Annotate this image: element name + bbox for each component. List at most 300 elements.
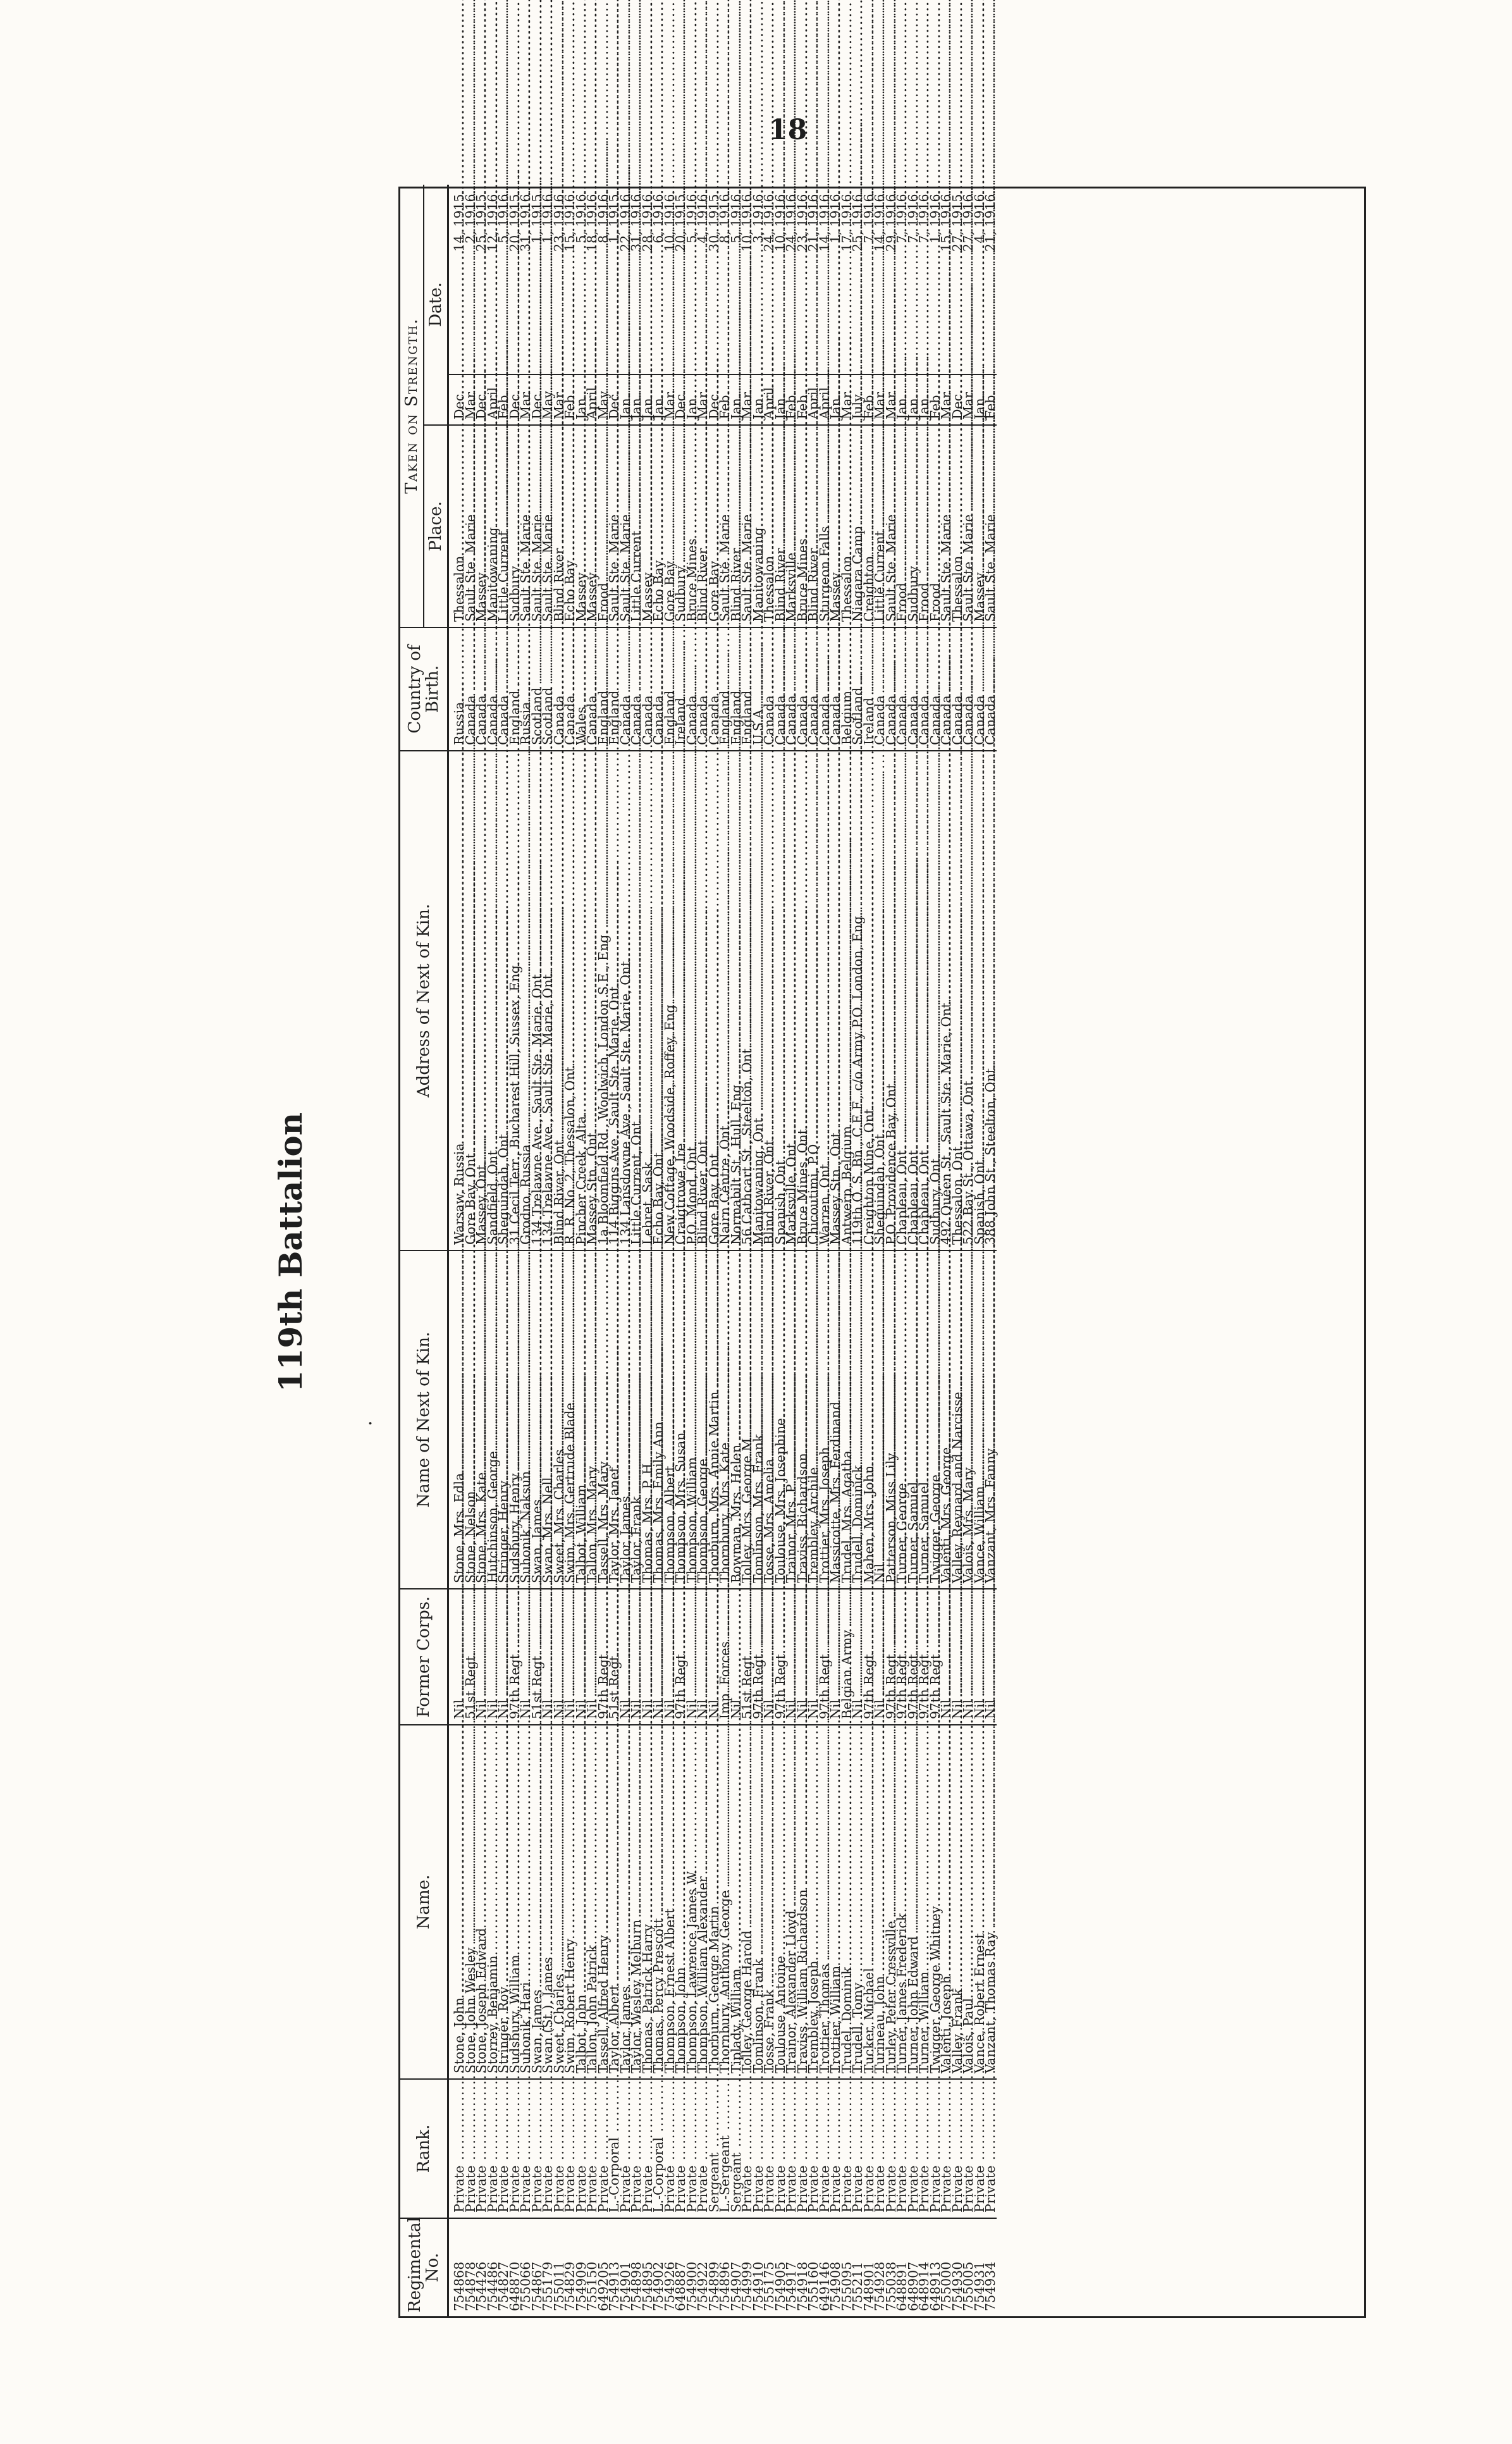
former-corps-cell: 97th Regt. .....: [919, 1589, 930, 1725]
next-of-kin-address-cell: Blind River, Ont. .....: [554, 751, 565, 1250]
tos-month-cell: Feb.: [985, 374, 997, 425]
tos-day-year-cell: 1, 1915.: [529, 190, 544, 244]
regimental-no-cell: 754907: [731, 2218, 742, 2316]
name-cell: Toulouse, Antoine .....: [775, 1725, 787, 2079]
next-of-kin-address-cell: Massey, Ont. .....: [476, 751, 488, 1250]
next-of-kin-name-cell: Stringer, Henry .....: [498, 1250, 510, 1589]
header-tos-date: Date.: [424, 185, 448, 425]
tos-place-cell: Sault Ste. Marie .....: [963, 425, 974, 627]
tos-place-cell: Massey .....: [576, 425, 587, 627]
tos-place-cell: Sault Ste. Marie .....: [941, 425, 952, 627]
tos-day-year-cell: 30, 1915.: [706, 190, 722, 252]
tos-place-cell: Massey .....: [587, 425, 598, 627]
tos-day-year-cell: 20, 1915.: [673, 190, 688, 252]
regimental-no-cell: 649146: [820, 2218, 831, 2316]
regimental-no-cell: 648891: [897, 2218, 908, 2316]
country-of-birth-cell: England .....: [665, 627, 676, 751]
rank-cell: Private .....: [974, 2079, 986, 2218]
former-corps-cell: Nil .....: [797, 1589, 809, 1725]
next-of-kin-name-cell: Nil .....: [875, 1250, 886, 1589]
name-cell: Thorburn, George Martin .....: [709, 1725, 720, 2079]
tos-day-year-cell: 18, 1916.: [584, 190, 599, 252]
regimental-no-cell: 754868: [448, 2218, 465, 2316]
name-cell: Stone, John Wesley .....: [465, 1725, 477, 2079]
tos-day-year-cell: 28, 1916.: [639, 190, 655, 252]
next-of-kin-name-cell: Tassell, Mrs. Mary .....: [598, 1250, 610, 1589]
country-of-birth-cell: England .....: [598, 627, 610, 751]
former-corps-cell: 51st Regt. .....: [532, 1589, 543, 1725]
tos-day-year-cell: 8, 1916.: [595, 190, 611, 244]
name-cell: Tolley, George Harold .....: [742, 1725, 753, 2079]
tos-place-cell: Little Current .....: [875, 425, 886, 627]
country-of-birth-cell: Canada .....: [565, 627, 576, 751]
former-corps-cell: Nil .....: [665, 1589, 676, 1725]
next-of-kin-name-cell: Taylor, Frank .....: [631, 1250, 642, 1589]
rank-cell: L.-Corporal .....: [609, 2079, 620, 2218]
tos-place-cell: Creighton .....: [864, 425, 875, 627]
tos-place-cell: Sault Ste. Marie .....: [532, 425, 543, 627]
tos-month-cell: Mar.: [698, 374, 709, 425]
regimental-no-cell: 648914: [919, 2218, 930, 2316]
name-cell: Tallon, John Patrick .....: [587, 1725, 598, 2079]
tos-day-year-cell: 7, 1916.: [861, 190, 876, 244]
name-cell: Trudell, Tomy .....: [852, 1725, 864, 2079]
roster-body: [448, 185, 997, 2316]
rank-cell: Private .....: [941, 2079, 952, 2218]
tos-month-cell: Jan.: [830, 374, 842, 425]
name-cell: Turley, Peter Cressville .....: [886, 1725, 897, 2079]
tos-month-cell: Mar.: [941, 374, 952, 425]
name-cell: Valley, Frank .....: [952, 1725, 964, 2079]
next-of-kin-name-cell: Tolley, Mrs. George M. .....: [742, 1250, 753, 1589]
country-of-birth-cell: U.S.A. .....: [753, 627, 765, 751]
rank-cell: Private .....: [897, 2079, 908, 2218]
tos-day-year-cell: 25, 1916.: [850, 190, 865, 252]
next-of-kin-name-cell: Talbot, William .....: [576, 1250, 587, 1589]
next-of-kin-address-cell: Grodno, Russia .....: [520, 751, 532, 1250]
name-cell: Stringer, Roy .....: [498, 1725, 510, 2079]
tos-place-cell: Sault Ste. Marie .....: [620, 425, 632, 627]
tos-place-cell: Massey .....: [476, 425, 488, 627]
regimental-no-cell: 755150: [587, 2218, 598, 2316]
battalion-roster: [272, 187, 1366, 2318]
next-of-kin-name-cell: Massicotte, Mrs. Ferdinand .....: [830, 1250, 842, 1589]
tos-day-year-cell: 24, 1916.: [761, 190, 777, 252]
regimental-no-cell: 648907: [908, 2218, 919, 2316]
country-of-birth-cell: Canada .....: [488, 627, 499, 751]
country-of-birth-cell: England .....: [510, 627, 521, 751]
tos-month-cell: Feb.: [930, 374, 942, 425]
next-of-kin-name-cell: Thomas, Mrs. P. H. .....: [642, 1250, 654, 1589]
country-of-birth-cell: Canada .....: [631, 627, 642, 751]
next-of-kin-address-cell: Chapleau, Ont. .....: [908, 751, 919, 1250]
tos-place-cell: Sault Ste. Marie .....: [720, 425, 731, 627]
tos-month-cell: Jan.: [919, 374, 930, 425]
rank-cell: L.-Sergeant .....: [720, 2079, 731, 2218]
next-of-kin-address-cell: R. R. No. 2, Thessalon, Ont. .....: [565, 751, 576, 1250]
tos-day-year-cell: 6, 1916.: [651, 190, 666, 244]
rank-cell: Private .....: [498, 2079, 510, 2218]
tos-place-cell: Massey .....: [830, 425, 842, 627]
regimental-no-cell: 754999: [742, 2218, 753, 2316]
tos-place-cell: Sudbury .....: [908, 425, 919, 627]
former-corps-cell: 51st Regt. .....: [465, 1589, 477, 1725]
header-name: Name.: [400, 1725, 448, 2079]
name-cell: Thompson, William Alexander .....: [698, 1725, 709, 2079]
name-cell: Tassell, Alfred Henry .....: [598, 1725, 610, 2079]
rank-cell: Private .....: [698, 2079, 709, 2218]
name-cell: Thomas, Percy Prescott .....: [653, 1725, 665, 2079]
name-cell: Trembley, Joseph .....: [808, 1725, 820, 2079]
rank-cell: Private .....: [576, 2079, 587, 2218]
former-corps-cell: Nil .....: [653, 1589, 665, 1725]
next-of-kin-name-cell: Thompson, George .....: [698, 1250, 709, 1589]
name-cell: Thornbury, Anthony George .....: [720, 1725, 731, 2079]
next-of-kin-name-cell: Valley, Reynard and Narcisse .....: [952, 1250, 964, 1589]
name-cell: Trottier, Thomas .....: [820, 1725, 831, 2079]
name-cell: Taylor, James .....: [620, 1725, 632, 2079]
next-of-kin-address-cell: Warsaw, Russia .....: [448, 751, 465, 1250]
next-of-kin-name-cell: Traviss, Richardson .....: [797, 1250, 809, 1589]
former-corps-cell: Imp. Forces .....: [720, 1589, 731, 1725]
tos-day-year-cell: 31, 1916.: [629, 190, 644, 252]
header-former-corps: Former Corps.: [400, 1589, 448, 1725]
country-of-birth-cell: Canada .....: [554, 627, 565, 751]
next-of-kin-name-cell: Stone, Mrs. Kate .....: [476, 1250, 488, 1589]
former-corps-cell: 97th Regt. .....: [510, 1589, 521, 1725]
tos-month-cell: Jan.: [576, 374, 587, 425]
country-of-birth-cell: Canada .....: [875, 627, 886, 751]
tos-day-year-cell: 10, 1916.: [739, 190, 754, 252]
tos-place-cell: Blind River .....: [808, 425, 820, 627]
tos-day-year-cell: 20, 1915.: [507, 190, 522, 252]
regimental-no-cell: 754895: [642, 2218, 654, 2316]
name-cell: Sudsbury, William .....: [510, 1725, 521, 2079]
next-of-kin-name-cell: Vance, William .....: [974, 1250, 986, 1589]
next-of-kin-name-cell: Swan, James .....: [532, 1250, 543, 1589]
next-of-kin-address-cell: Chicoutimi, P.Q. .....: [808, 751, 820, 1250]
next-of-kin-address-cell: Creighton Mine, Ont. .....: [864, 751, 875, 1250]
next-of-kin-name-cell: Stone, Mrs. Edla .....: [448, 1250, 465, 1589]
tos-month-cell: April: [808, 374, 820, 425]
former-corps-cell: Nil .....: [488, 1589, 499, 1725]
tos-month-cell: May: [598, 374, 610, 425]
former-corps-cell: Nil .....: [520, 1589, 532, 1725]
rank-cell: Private .....: [842, 2079, 853, 2218]
battalion-title: 119th Battalion: [272, 1112, 309, 1393]
next-of-kin-name-cell: Thomas, Mrs. Emily Ann .....: [653, 1250, 665, 1589]
former-corps-cell: 97th Regt. .....: [908, 1589, 919, 1725]
next-of-kin-name-cell: Turner, George .....: [897, 1250, 908, 1589]
next-of-kin-address-cell: P.O. Providence Bay, Ont. .....: [886, 751, 897, 1250]
tos-month-cell: Jan.: [753, 374, 765, 425]
regimental-no-cell: 754913: [609, 2218, 620, 2316]
tos-day-year-cell: 1, 1916.: [927, 190, 943, 244]
rank-cell: Private .....: [919, 2079, 930, 2218]
name-cell: Tucker, Michael .....: [864, 1725, 875, 2079]
regimental-no-cell: 755000: [941, 2218, 952, 2316]
former-corps-cell: 97th Regt. .....: [820, 1589, 831, 1725]
next-of-kin-address-cell: Massey Stn., Ont. .....: [587, 751, 598, 1250]
next-of-kin-address-cell: 134 Trelawne Ave., Sault Ste. Marie, Ont. .....: [543, 751, 554, 1250]
name-cell: Sweet, Charles .....: [554, 1725, 565, 2079]
next-of-kin-address-cell: Craigtrowe, Ire. .....: [675, 751, 687, 1250]
rank-cell: Private .....: [448, 2079, 465, 2218]
header-regimental-no: Regimental No.: [400, 2218, 448, 2316]
name-cell: Swan (St.), James .....: [543, 1725, 554, 2079]
tos-month-cell: Jan.: [908, 374, 919, 425]
country-of-birth-cell: Ireland .....: [864, 627, 875, 751]
rank-cell: Private .....: [488, 2079, 499, 2218]
tos-place-cell: Gore Bay .....: [709, 425, 720, 627]
former-corps-cell: 97th Regt. .....: [753, 1589, 765, 1725]
rank-cell: Private .....: [510, 2079, 521, 2218]
country-of-birth-cell: Belgium .....: [842, 627, 853, 751]
country-of-birth-cell: Canada .....: [476, 627, 488, 751]
rank-cell: Private .....: [642, 2079, 654, 2218]
former-corps-cell: Nil .....: [830, 1589, 842, 1725]
name-cell: Thomas, Patrick Harry .....: [642, 1725, 654, 2079]
regimental-no-cell: 755211: [852, 2218, 864, 2316]
next-of-kin-name-cell: Swim, Mrs. Gertrude Blade .....: [565, 1250, 576, 1589]
tos-place-cell: Echo Bay .....: [653, 425, 665, 627]
rank-cell: Private .....: [764, 2079, 775, 2218]
regimental-no-cell: 755038: [886, 2218, 897, 2316]
country-of-birth-cell: Canada .....: [897, 627, 908, 751]
former-corps-cell: Nil .....: [786, 1589, 797, 1725]
next-of-kin-address-cell: Blind River, Ont. .....: [764, 751, 775, 1250]
regimental-no-cell: 754910: [753, 2218, 765, 2316]
rank-cell: Private .....: [830, 2079, 842, 2218]
country-of-birth-cell: Ireland .....: [675, 627, 687, 751]
country-of-birth-cell: Canada .....: [687, 627, 698, 751]
tos-month-cell: April: [764, 374, 775, 425]
tos-day-year-cell: 27, 1915.: [949, 190, 965, 252]
tos-place-cell: Massey .....: [642, 425, 654, 627]
country-of-birth-cell: Canada .....: [941, 627, 952, 751]
name-cell: Valois, Paul .....: [963, 1725, 974, 2079]
tos-place-cell: Thessalon .....: [448, 425, 465, 627]
regimental-no-cell: 755160: [808, 2218, 820, 2316]
former-corps-cell: Belgian Army .....: [842, 1589, 853, 1725]
next-of-kin-name-cell: Taylor, Mrs. Janet .....: [609, 1250, 620, 1589]
tos-month-cell: Jan.: [631, 374, 642, 425]
tos-day-year-cell: 15, 1916.: [562, 190, 577, 252]
next-of-kin-name-cell: Toulouse, Mrs. Josephine .....: [775, 1250, 787, 1589]
next-of-kin-name-cell: Trudel, Mrs. Agatha .....: [842, 1250, 853, 1589]
page-number: 18: [768, 114, 808, 146]
header-country-of-birth: Country of Birth.: [400, 627, 448, 751]
former-corps-cell: Nil .....: [963, 1589, 974, 1725]
country-of-birth-cell: Canada .....: [786, 627, 797, 751]
country-of-birth-cell: Canada .....: [908, 627, 919, 751]
tos-day-year-cell: 4, 1916.: [971, 190, 987, 244]
tos-day-year-cell: 1, 1916.: [828, 190, 843, 244]
header-next-of-kin-name: Name of Next of Kin.: [400, 1250, 448, 1589]
former-corps-cell: Nil .....: [543, 1589, 554, 1725]
tos-month-cell: Feb.: [720, 374, 731, 425]
tos-month-cell: April: [820, 374, 831, 425]
next-of-kin-name-cell: Tosse, Mrs. Amelia .....: [764, 1250, 775, 1589]
country-of-birth-cell: Wales .....: [576, 627, 587, 751]
country-of-birth-cell: Canada .....: [820, 627, 831, 751]
tos-place-cell: Frood .....: [897, 425, 908, 627]
next-of-kin-address-cell: Little Current, Ont. .....: [631, 751, 642, 1250]
country-of-birth-cell: Canada .....: [952, 627, 964, 751]
next-of-kin-name-cell: Trottier, Mrs. Joseph .....: [820, 1250, 831, 1589]
tos-month-cell: Jan.: [974, 374, 986, 425]
name-cell: Turineau, John .....: [875, 1725, 886, 2079]
name-cell: Trudel, Dominik .....: [842, 1725, 853, 2079]
tos-month-cell: Mar.: [963, 374, 974, 425]
former-corps-cell: Nil .....: [875, 1589, 886, 1725]
next-of-kin-address-cell: Pincher Creek, Alta. .....: [576, 751, 587, 1250]
next-of-kin-address-cell: Antwerp, Belgium .....: [842, 751, 853, 1250]
next-of-kin-name-cell: Swan, Mrs. Nell .....: [543, 1250, 554, 1589]
next-of-kin-address-cell: 492 Queen St., Sault Ste. Marie, Ont. .....: [941, 751, 952, 1250]
regimental-no-cell: 754922: [698, 2218, 709, 2316]
next-of-kin-address-cell: 388 John St., Steelton, Ont. .....: [985, 751, 997, 1250]
former-corps-cell: 97th Regt. .....: [930, 1589, 942, 1725]
next-of-kin-name-cell: Vanzant, Mrs. Fanny .....: [985, 1250, 997, 1589]
tos-day-year-cell: 14, 1915.: [452, 190, 467, 252]
tos-day-year-cell: 7, 1916.: [916, 190, 931, 244]
tos-month-cell: Mar.: [465, 374, 477, 425]
name-cell: Vance, Robert Ernest .....: [974, 1725, 986, 2079]
tos-day-year-cell: 10, 1916.: [661, 190, 677, 252]
rank-cell: Private .....: [520, 2079, 532, 2218]
tos-day-year-cell: 8, 1916.: [717, 190, 732, 244]
tos-month-cell: Jan.: [731, 374, 742, 425]
tos-place-cell: Thessalon .....: [764, 425, 775, 627]
regimental-no-cell: 755011: [554, 2218, 565, 2316]
table-row: [985, 185, 997, 2316]
next-of-kin-address-cell: New Cottage, Woodside, Roffey, Eng. .....: [665, 751, 676, 1250]
tos-month-cell: Mar.: [665, 374, 676, 425]
country-of-birth-cell: England .....: [720, 627, 731, 751]
tos-day-year-cell: 22, 1916.: [617, 190, 633, 252]
tos-day-year-cell: 5, 1916.: [684, 190, 699, 244]
tos-place-cell: Marksville .....: [786, 425, 797, 627]
tos-place-cell: Sault Ste. Marie .....: [465, 425, 477, 627]
name-cell: Tomlinson, Frank .....: [753, 1725, 765, 2079]
tos-place-cell: Sault Ste. Marie .....: [886, 425, 897, 627]
tos-place-cell: Massey .....: [974, 425, 986, 627]
tos-day-year-cell: 1, 1915.: [606, 190, 622, 244]
tos-day-year-cell: 23, 1916.: [551, 190, 567, 252]
regimental-no-cell: 754908: [830, 2218, 842, 2316]
rank-cell: Private .....: [620, 2079, 632, 2218]
next-of-kin-address-cell: 1a Bloomfield Rd., Woolwich, London S.E., Eng. .....: [598, 751, 610, 1250]
regimental-no-cell: 754905: [775, 2218, 787, 2316]
tos-day-year-cell: 17, 1916.: [839, 190, 854, 252]
tos-day-year-cell: 7, 1916.: [894, 190, 909, 244]
regimental-no-cell: 755179: [543, 2218, 554, 2316]
next-of-kin-name-cell: Tallon, Mrs. Mary .....: [587, 1250, 598, 1589]
tos-day-year-cell: 25, 1915.: [474, 190, 489, 252]
next-of-kin-name-cell: Turner, Samuel .....: [908, 1250, 919, 1589]
country-of-birth-cell: Canada .....: [775, 627, 787, 751]
next-of-kin-address-cell: 119th O. S. Bn., C.E.F., c/o Army P.O. London, Eng. .....: [852, 751, 864, 1250]
tos-month-cell: Mar.: [875, 374, 886, 425]
rank-cell: Private .....: [554, 2079, 565, 2218]
tos-place-cell: Frood .....: [930, 425, 942, 627]
rank-cell: Private .....: [631, 2079, 642, 2218]
rank-cell: Private .....: [543, 2079, 554, 2218]
tos-month-cell: Jan.: [642, 374, 654, 425]
tos-day-year-cell: 23, 1916.: [794, 190, 810, 252]
regimental-no-cell: 755005: [963, 2218, 974, 2316]
rank-cell: Private .....: [963, 2079, 974, 2218]
country-of-birth-cell: Canada .....: [963, 627, 974, 751]
rank-cell: Private .....: [565, 2079, 576, 2218]
tos-month-cell: Mar.: [886, 374, 897, 425]
name-cell: Suhonik, Hari .....: [520, 1725, 532, 2079]
country-of-birth-cell: Scotland .....: [852, 627, 864, 751]
next-of-kin-name-cell: Trudell, Dominick .....: [852, 1250, 864, 1589]
tos-month-cell: Mar.: [554, 374, 565, 425]
title-mark: .: [354, 1420, 376, 1426]
former-corps-cell: Nil .....: [808, 1589, 820, 1725]
former-corps-cell: Nil .....: [642, 1589, 654, 1725]
next-of-kin-address-cell: Manitowaning, Ont. .....: [753, 751, 765, 1250]
regimental-no-cell: 754917: [786, 2218, 797, 2316]
tos-month-cell: July: [852, 374, 864, 425]
rank-cell: Private .....: [786, 2079, 797, 2218]
country-of-birth-cell: England .....: [731, 627, 742, 751]
country-of-birth-cell: Canada .....: [653, 627, 665, 751]
name-cell: Stone, Joseph Edward .....: [476, 1725, 488, 2079]
name-cell: Taylor, Albert .....: [609, 1725, 620, 2079]
country-of-birth-cell: Scotland .....: [532, 627, 543, 751]
name-cell: Twigger, George Whitney .....: [930, 1725, 942, 2079]
former-corps-cell: 51st Regt. .....: [742, 1589, 753, 1725]
country-of-birth-cell: Canada .....: [985, 627, 997, 751]
rank-cell: Private .....: [465, 2079, 477, 2218]
rank-cell: Private .....: [820, 2079, 831, 2218]
tos-place-cell: Echo Bay .....: [565, 425, 576, 627]
name-cell: Vanzant, Thomas Ray .....: [985, 1725, 997, 2079]
rank-cell: Private .....: [687, 2079, 698, 2218]
tos-place-cell: Sault Ste. Marie .....: [520, 425, 532, 627]
tos-place-cell: Bruce Mines .....: [687, 425, 698, 627]
next-of-kin-name-cell: Bowman, Mrs. Helen .....: [731, 1250, 742, 1589]
tos-place-cell: Gore Bay .....: [665, 425, 676, 627]
tos-month-cell: Feb.: [498, 374, 510, 425]
next-of-kin-name-cell: Thompson, Mrs. Susan .....: [675, 1250, 687, 1589]
header-rank: Rank.: [400, 2079, 448, 2218]
name-cell: Taylor, Wesley Melburn .....: [631, 1725, 642, 2079]
country-of-birth-cell: Canada .....: [797, 627, 809, 751]
tos-month-cell: Jan.: [620, 374, 632, 425]
tos-place-cell: Niagara Camp .....: [852, 425, 864, 627]
next-of-kin-address-cell: Spanish, Ont. .....: [775, 751, 787, 1250]
tos-day-year-cell: 29, 1916.: [883, 190, 899, 252]
tos-place-cell: Bruce Mines .....: [797, 425, 809, 627]
next-of-kin-address-cell: Warren, Ont. .....: [820, 751, 831, 1250]
regimental-no-cell: 754930: [952, 2218, 964, 2316]
name-cell: Thompson, Lawrence James W. .....: [687, 1725, 698, 2079]
tos-month-cell: Jan.: [775, 374, 787, 425]
country-of-birth-cell: Canada .....: [498, 627, 510, 751]
country-of-birth-cell: Russia .....: [520, 627, 532, 751]
header-next-of-kin-address: Address of Next of Kin.: [400, 751, 448, 1250]
name-cell: Trottier, William .....: [830, 1725, 842, 2079]
country-of-birth-cell: Canada .....: [709, 627, 720, 751]
former-corps-cell: 97th Regt. .....: [675, 1589, 687, 1725]
former-corps-cell: Nil .....: [985, 1589, 997, 1725]
regimental-no-cell: 755095: [842, 2218, 853, 2316]
